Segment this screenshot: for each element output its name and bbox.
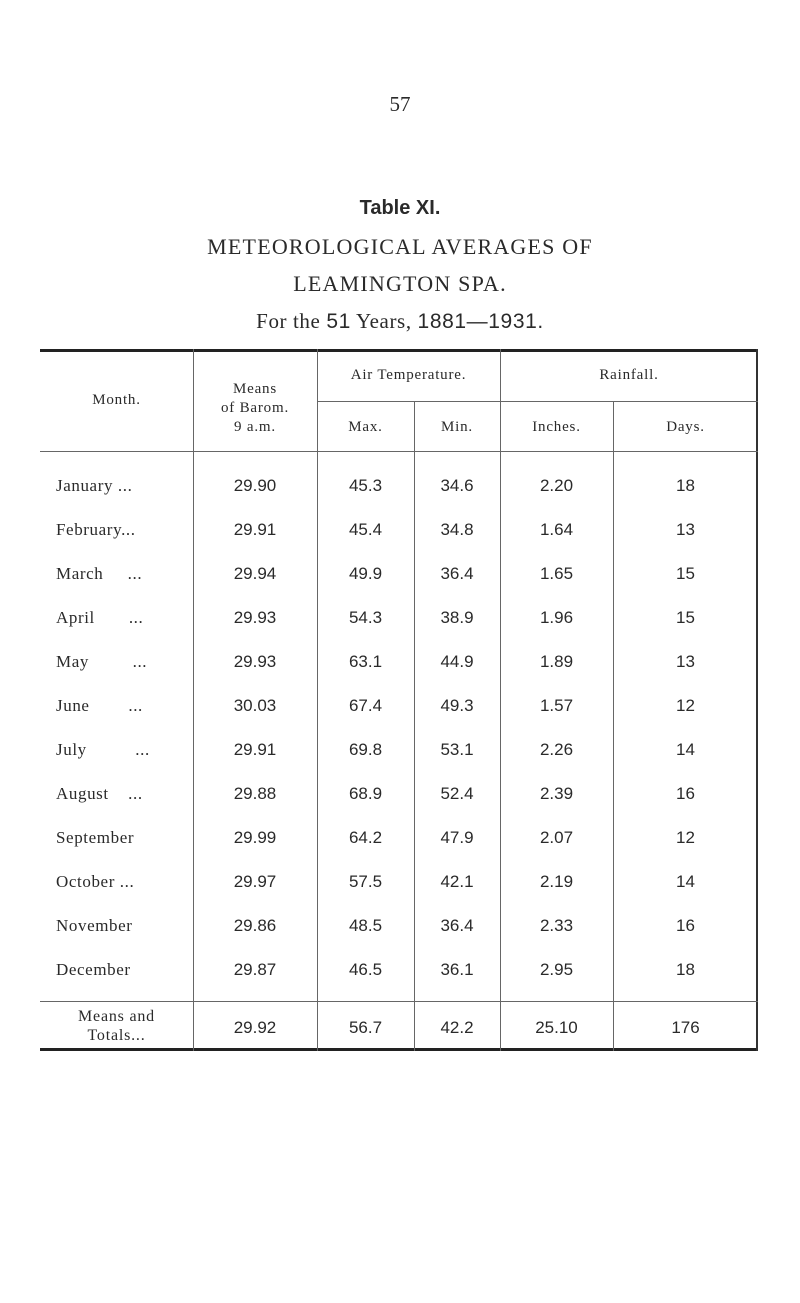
cell-days: 16 (676, 916, 695, 935)
subtitle-mid: Years, (355, 309, 412, 333)
cell-max: 69.8 (348, 740, 383, 759)
header-month: Month. (92, 392, 141, 408)
header-barom (193, 380, 317, 437)
subtitle (0, 309, 800, 334)
cell-max: 64.2 (348, 828, 383, 847)
cell-min: 53.1 (440, 740, 474, 759)
cell-max: 67.4 (348, 696, 383, 715)
cell-month: February... (56, 520, 136, 539)
cell-days: 16 (676, 784, 695, 803)
cell-month: April ... (56, 608, 144, 627)
cell-barom: 29.91 (233, 740, 277, 759)
header-min: Min. (441, 419, 473, 435)
table-bottom-rule (40, 1048, 758, 1051)
cell-month: September (56, 828, 135, 847)
cell-days: 14 (676, 740, 695, 759)
subtitle-prefix: For the (256, 309, 321, 333)
cell-barom: 30.03 (233, 696, 277, 715)
totals-label (40, 1007, 193, 1045)
cell-month: June ... (56, 696, 143, 715)
cell-min: 34.6 (440, 476, 474, 495)
cell-days: 12 (676, 828, 695, 847)
cell-min: 36.1 (440, 960, 474, 979)
cell-inches: 2.07 (539, 828, 574, 847)
cell-days: 14 (676, 872, 695, 891)
header-inches: Inches. (532, 419, 581, 435)
total-barom: 29.92 (233, 1018, 277, 1037)
cell-days: 15 (676, 608, 695, 627)
cell-barom: 29.88 (233, 784, 277, 803)
header-air-temperature: Air Temperature. (350, 367, 467, 383)
cell-inches: 2.26 (539, 740, 574, 759)
cell-barom: 29.90 (233, 476, 277, 495)
cell-month: November (56, 916, 133, 935)
cell-month: October ... (56, 872, 135, 891)
cell-min: 49.3 (440, 696, 474, 715)
cell-month: December (56, 960, 131, 979)
title-line-1: METEOROLOGICAL AVERAGES OF (207, 234, 593, 259)
cell-max: 45.3 (348, 476, 383, 495)
total-min: 42.2 (440, 1018, 474, 1037)
totals-top-rule (40, 1001, 758, 1002)
cell-inches: 1.64 (539, 520, 574, 539)
cell-days: 13 (676, 520, 695, 539)
header-rainfall: Rainfall. (599, 367, 659, 383)
total-days: 176 (671, 1018, 700, 1037)
cell-month: May ... (56, 652, 148, 671)
cell-barom: 29.94 (233, 564, 277, 583)
cell-inches: 2.95 (539, 960, 574, 979)
cell-inches: 1.89 (539, 652, 574, 671)
total-inches: 25.10 (535, 1018, 578, 1037)
cell-max: 68.9 (348, 784, 383, 803)
totals-label-line-2: Totals... (87, 1027, 146, 1044)
cell-barom: 29.97 (233, 872, 277, 891)
cell-min: 42.1 (440, 872, 474, 891)
cell-month: July ... (56, 740, 150, 759)
cell-min: 47.9 (440, 828, 474, 847)
cell-inches: 1.96 (539, 608, 574, 627)
header-barom-line-2: of Barom. (220, 400, 290, 416)
cell-days: 15 (676, 564, 695, 583)
cell-max: 45.4 (348, 520, 383, 539)
cell-inches: 1.65 (539, 564, 574, 583)
cell-inches: 2.20 (539, 476, 574, 495)
cell-month: March ... (56, 564, 143, 583)
cell-min: 34.8 (440, 520, 474, 539)
cell-max: 54.3 (348, 608, 383, 627)
header-days: Days. (666, 419, 705, 435)
cell-month: August ... (56, 784, 143, 803)
table-top-rule (40, 349, 758, 352)
cell-days: 18 (676, 960, 695, 979)
total-max: 56.7 (348, 1018, 383, 1037)
cell-min: 44.9 (440, 652, 474, 671)
cell-barom: 29.86 (233, 916, 277, 935)
title-line-2: LEAMINGTON SPA. (293, 271, 507, 296)
cell-days: 18 (676, 476, 695, 495)
cell-max: 49.9 (348, 564, 383, 583)
page-number: 57 (389, 92, 411, 116)
header-barom-line-3: 9 a.m. (234, 419, 276, 435)
header-bottom-rule (40, 451, 758, 452)
cell-max: 57.5 (348, 872, 383, 891)
cell-days: 13 (676, 652, 695, 671)
subtitle-years: 51 (326, 310, 351, 333)
cell-min: 38.9 (440, 608, 474, 627)
cell-max: 63.1 (348, 652, 383, 671)
cell-barom: 29.87 (233, 960, 277, 979)
header-subrule (317, 401, 758, 402)
cell-max: 46.5 (348, 960, 383, 979)
totals-label-line-1: Means and (78, 1008, 155, 1025)
meteorological-table (40, 349, 758, 1051)
cell-min: 36.4 (440, 564, 474, 583)
cell-inches: 2.39 (539, 784, 574, 803)
header-max: Max. (348, 419, 383, 435)
cell-month: January ... (56, 476, 133, 495)
cell-barom: 29.93 (233, 608, 277, 627)
cell-barom: 29.91 (233, 520, 277, 539)
cell-barom: 29.93 (233, 652, 277, 671)
subtitle-range: 1881—1931. (417, 310, 544, 333)
table-label: Table XI. (359, 197, 441, 219)
cell-max: 48.5 (348, 916, 383, 935)
cell-inches: 1.57 (539, 696, 574, 715)
cell-min: 36.4 (440, 916, 474, 935)
header-barom-line-1: Means (233, 381, 277, 397)
cell-barom: 29.99 (233, 828, 277, 847)
cell-days: 12 (676, 696, 695, 715)
cell-inches: 2.33 (539, 916, 574, 935)
cell-min: 52.4 (440, 784, 474, 803)
cell-inches: 2.19 (539, 872, 574, 891)
